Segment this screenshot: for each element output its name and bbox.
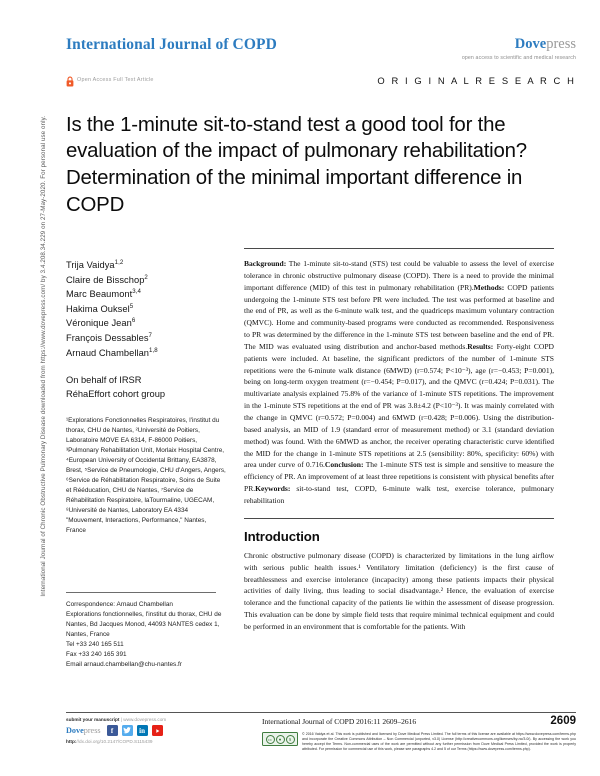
- introduction-divider: [244, 518, 554, 519]
- footer-divider: [66, 712, 576, 713]
- cc-nc-icon: $: [286, 735, 295, 744]
- submit-manuscript-line[interactable]: [66, 717, 246, 722]
- dovepress-logo-dove: Dove: [514, 36, 547, 52]
- left-column: [66, 258, 226, 669]
- collaborative-group: [66, 373, 226, 401]
- footer-dovepress-logo[interactable]: [66, 726, 101, 735]
- collaborative-group-line1: On behalf of IRSR: [66, 375, 142, 386]
- author-item[interactable]: [66, 287, 226, 302]
- dovepress-logo[interactable]: [462, 36, 576, 61]
- author-item[interactable]: [66, 346, 226, 361]
- correspondence-address: Explorations fonctionnelles, l'institut du thorax, CHU de Nantes, Bd Jacques Monod, 44093 NANTES cedex 1, Nantes, France: [66, 611, 222, 638]
- article-page: [44, 0, 600, 776]
- twitter-icon[interactable]: [122, 725, 133, 736]
- affiliations: ¹Explorations Fonctionnelles Respiratoires, l'institut du thorax, CHU de Nantes, ²Université de Poitiers, Laboratoire MOVE EA 6314, F-86000 Poitiers, ³Pulmonary Rehabilitation Unit, Morlaix Hospital Centre, ⁴European University of Occidental Brittany, EA3878, Brest, ⁵Service de Pneumologie, CHU d'Angers, Angers, ⁶Service de Réhabilitation Respiratoire, Soins de Suite et Rééducation, CHU de Nantes, ⁷Service de Réhabilitation Respiratoire, laTourmaline, UGECAM, ⁸Université de Nantes, Laboratory EA 4334 "Mouvement, Interactions, Performance," Nantes, France: [66, 416, 226, 535]
- author-item[interactable]: [66, 331, 226, 346]
- creative-commons-icon[interactable]: [262, 732, 298, 746]
- author-item[interactable]: [66, 302, 226, 317]
- abstract-methods-label: Methods:: [473, 282, 505, 292]
- author-name: Hakima Ouksel: [66, 303, 130, 314]
- license-text: © 2016 Vaidya et al. This work is published and licensed by Dove Medical Press Limited. The full terms of this license are available at https://www.dovepress.com/terms.php and incorporate the Creative Commons Attribution – Non Commercial (unported, v3.0) License (http://creativecommons.org/licenses/by-nc/3.0/). By accessing the work you hereby accept the Terms. Non-commercial uses of the work are permitted without any further permission from Dove Medical Press Limited, provided the work is properly attributed. For permission for commercial use of this work, please see paragraphs 4.2 and 5 of our Terms (https://www.dovepress.com/terms.php).: [302, 732, 576, 751]
- correspondence-name: Correspondence: Arnaud Chambellan: [66, 601, 173, 609]
- abstract-methods-text: COPD patients undergoing the 1-minute STS test before PR were included. The test was performed at baseline and the end of PR, as well as the 6-minute walk test, and the quadriceps maximum voluntary contraction (QMVC). Home and community-based programs were conducted as recommended. Responsiveness to PR was determined by the difference in the 1-minute STS test between baseline and the end of PR. The MID was evaluated using distribution and anchor-based methods.: [244, 282, 554, 351]
- abstract: [244, 258, 554, 507]
- submit-manuscript-url: | www.dovepress.com: [119, 717, 167, 722]
- correspondence-divider: [66, 592, 216, 593]
- author-name: François Dessables: [66, 332, 149, 343]
- doi-value: //dx.doi.org/10.2147/COPD.S115439: [76, 739, 153, 744]
- abstract-keywords-text: sit-to-stand test, COPD, 6-minute walk test, exercise tolerance, pulmonary rehabilitation: [244, 484, 554, 505]
- author-affil-marker: 6: [131, 317, 136, 325]
- article-type-label: O R I G I N A L R E S E A R C H: [377, 75, 576, 86]
- lock-icon: [66, 74, 74, 85]
- page-number: 2609: [550, 715, 576, 727]
- dovepress-logo-press: press: [546, 36, 576, 52]
- author-name: Claire de Bisschop: [66, 274, 145, 285]
- correspondence-block: [66, 600, 226, 669]
- journal-title: International Journal of COPD: [66, 36, 277, 53]
- abstract-keywords-label: Keywords:: [255, 484, 291, 494]
- author-affil-marker: 1,2: [114, 258, 124, 266]
- footer-press-word: press: [83, 726, 101, 735]
- citation-line: International Journal of COPD 2016:11 2609–2616: [262, 717, 417, 726]
- right-column: [244, 248, 554, 633]
- abstract-top-divider: [244, 248, 554, 249]
- author-affil-marker: 2: [144, 273, 148, 281]
- author-affil-marker: 1,8: [149, 346, 158, 354]
- correspondence-fax: Fax +33 240 165 391: [66, 650, 127, 658]
- correspondence-tel: Tel +33 240 165 511: [66, 640, 124, 648]
- open-access-badge[interactable]: [66, 74, 154, 85]
- dovepress-tagline: open access to scientific and medical research: [461, 54, 576, 61]
- abstract-background-label: Background:: [244, 259, 287, 268]
- submit-manuscript-label: submit your manuscript: [66, 717, 120, 722]
- linkedin-icon[interactable]: in: [137, 725, 148, 736]
- author-affil-marker: 3,4: [132, 288, 141, 296]
- author-name: Trija Vaidya: [66, 260, 115, 270]
- open-access-row: [66, 74, 576, 94]
- footer-right: [262, 717, 576, 752]
- youtube-icon[interactable]: [152, 725, 163, 736]
- author-name: Marc Beaumont: [66, 289, 133, 300]
- page-footer: [66, 712, 576, 771]
- author-item[interactable]: [66, 258, 226, 273]
- open-access-label: Open Access Full Text Article: [77, 76, 154, 83]
- author-item[interactable]: [66, 316, 226, 331]
- download-watermark-text: International Journal of Chronic Obstructive Pulmonary Disease downloaded from https://www.dovepress.com/ by 3.4.208.34.229 on 27-May-2020. For personal use only.: [39, 115, 47, 597]
- footer-dove-word: Dove: [66, 726, 84, 735]
- author-affil-marker: 5: [129, 302, 134, 310]
- author-name: Arnaud Chambellan: [66, 347, 150, 358]
- author-name: Véronique Jean: [66, 318, 132, 329]
- masthead: [66, 36, 576, 66]
- introduction-body: Chronic obstructive pulmonary disease (COPD) is characterized by limitations in the lung airflow with serious public health issues.¹ Ventilatory limitation (deficiency) is the first cause of breathlessness and exercise intolerance (incapacity) among these patients impacts their physical activities of daily living, thus leading to social disadvantage.² Hence, the evaluation of exercise tolerance and the functional capacity of the patients lie within the assessment of disease progression. This evaluation can be done by simple field tests that require minimal technical equipment and could be performed in an environment that is comfortable for the patients. With: [244, 550, 554, 632]
- abstract-results-text: Forty-eight COPD patients were included. At baseline, the significant predictors of the number of 1-minute STS repetitions were the 6-minute walk distance (6MWD) (r=0.574; P<10⁻³), age (r=−0.453; P=0.001), being on long-term oxygen treatment (r=−0.454; P=0.017), and the QMVC (r=0.424; P=0.031). The multivariate analysis explained 75.8% of the variance of 1-minute STS repetitions. The improvement in the 1-minute STS repetitions at the end of PR was 3.8±4.2 (P<10⁻³). It was mainly correlated with the change in QMVC (r=0.572; P=0.004) and 6MWD (r=0.428; P=0.006). Using the distribution-based analysis, an MID of 1.9 (standard error of measurement method) or 3.1 (standard deviation method) was found. With the 6MWD as anchor, the receiver operating characteristic curve identified the MID for the change in 1-minute STS repetitions at 2.5 (sensibility: 80%, specificity: 60%) with area under curve of 0.716.: [244, 341, 554, 470]
- cc-by-icon: ●: [276, 735, 285, 744]
- doi-line[interactable]: [66, 739, 246, 744]
- correspondence-email[interactable]: Email arnaud.chambellan@chu-nantes.fr: [66, 660, 182, 668]
- cc-circle-icon: cc: [266, 735, 275, 744]
- footer-left: [66, 717, 246, 744]
- page-title: Is the 1-minute sit-to-stand test a good tool for the evaluation of the impact of pulmonary rehabilitation? Determination of the minimal important difference in COPD: [66, 113, 527, 217]
- doi-prefix: http:: [66, 739, 77, 744]
- abstract-paragraph: [244, 258, 554, 507]
- author-item[interactable]: [66, 273, 226, 288]
- abstract-background-text: The 1-minute sit-to-stand (STS) test could be valuable to assess the level of exercise tolerance in chronic obstructive pulmonary disease (COPD). There is a need to provide the minimal important difference (MID) of this test in pulmonary rehabilitation (PR).: [244, 259, 554, 292]
- abstract-conclusion-text: The 1-minute STS test is simple and sensitive to measure the efficiency of PR. An improvement of at least three repetitions is consistent with physical benefits after PR.: [244, 460, 554, 494]
- download-watermark-strip: [0, 0, 47, 776]
- facebook-icon[interactable]: f: [107, 725, 118, 736]
- social-links: [66, 725, 246, 736]
- abstract-results-label: Results:: [467, 341, 494, 351]
- abstract-conclusion-label: Conclusion:: [324, 460, 364, 470]
- collaborative-group-line2: RéhaEffort cohort group: [66, 389, 166, 400]
- introduction-heading: Introduction: [244, 528, 320, 544]
- author-affil-marker: 7: [148, 331, 152, 339]
- author-list: [66, 258, 226, 360]
